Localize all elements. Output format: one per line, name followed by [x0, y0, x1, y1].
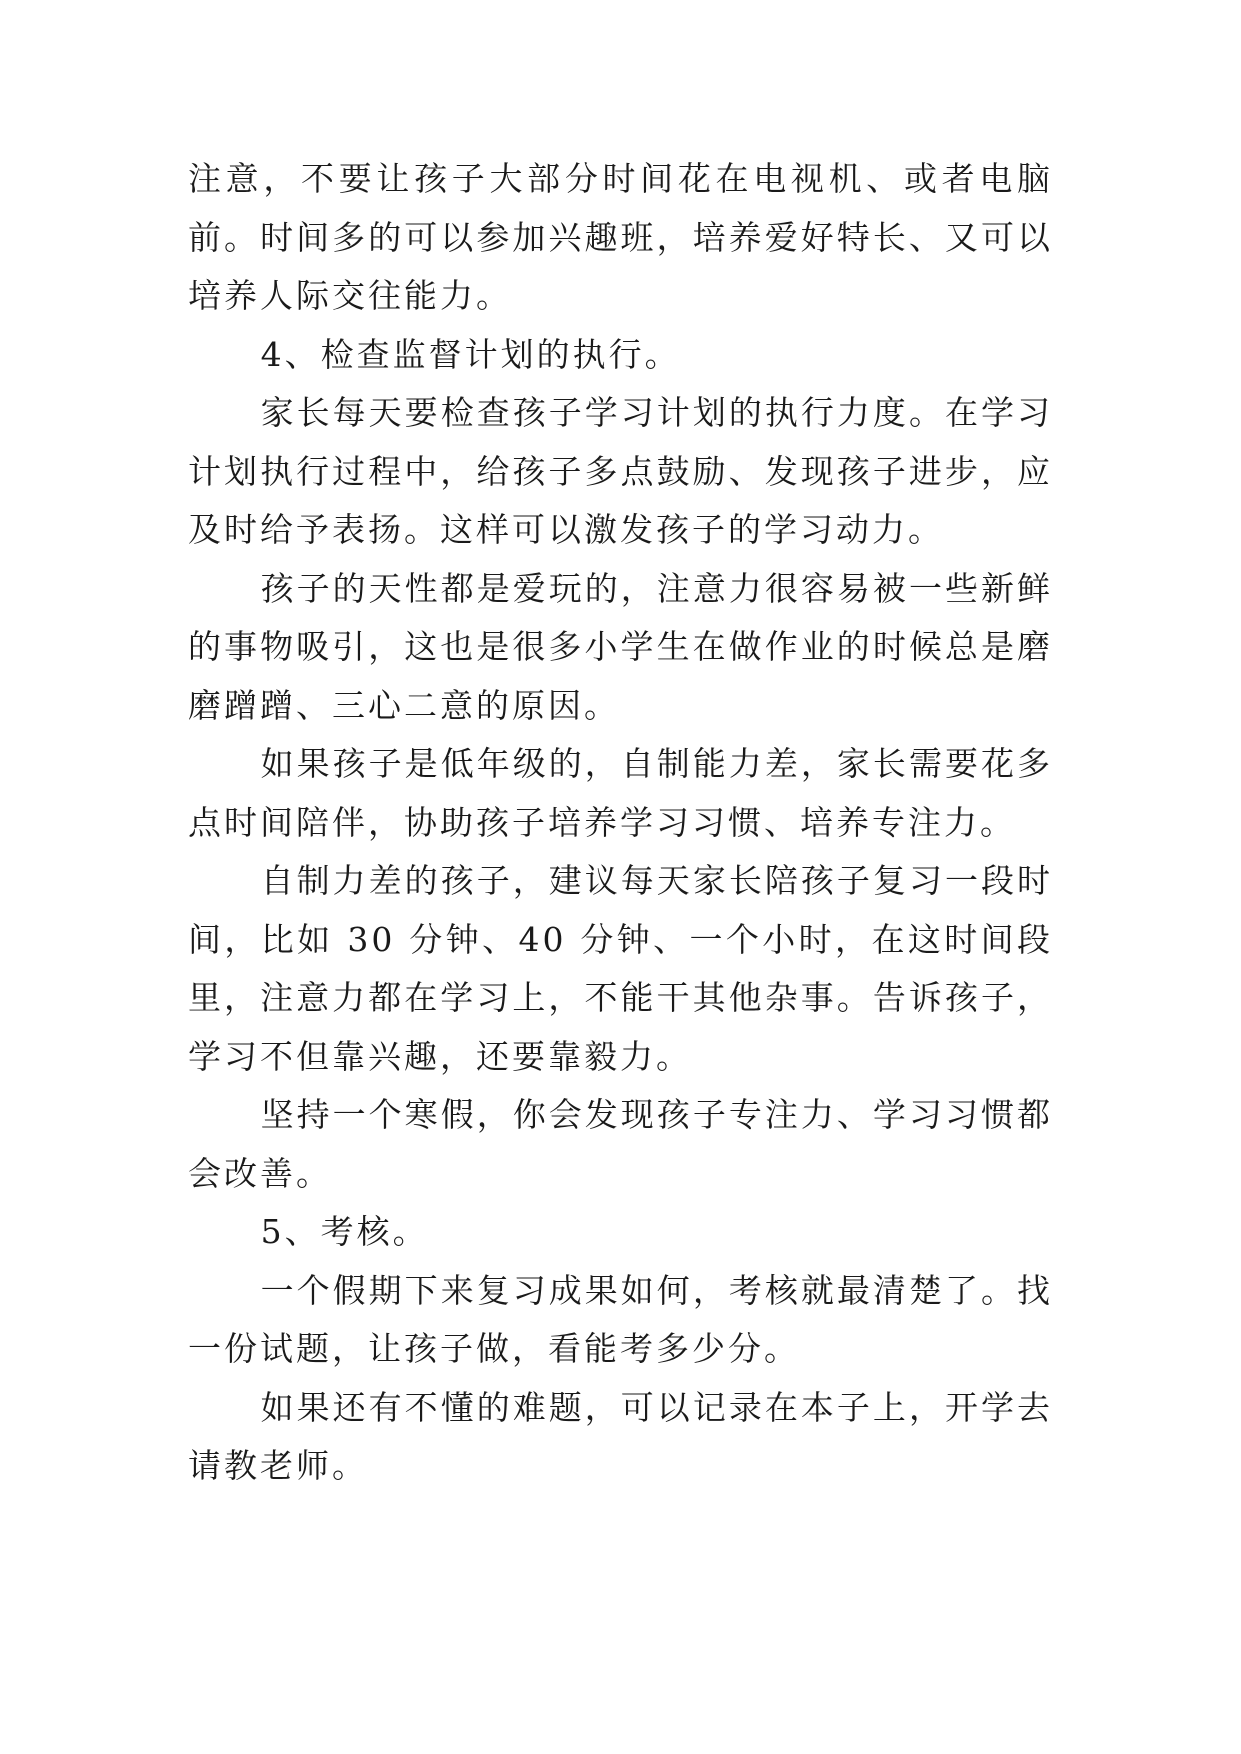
document-body — [188, 150, 1053, 1496]
section-5-heading: 5、考核。 — [260, 1212, 429, 1251]
paragraph: 坚持一个寒假，你会发现孩子专注力、学习习惯都会改善。 — [188, 1095, 1053, 1193]
paragraph: 自制力差的孩子，建议每天家长陪孩子复习一段时间，比如 30 分钟、40 分钟、一个小时，在这时间段里，注意力都在学习上，不能干其他杂事。告诉孩子，学习不但靠兴趣，还要靠毅力。 — [188, 861, 1053, 1076]
paragraph: 孩子的天性都是爱玩的，注意力很容易被一些新鲜的事物吸引，这也是很多小学生在做作业的时候总是磨磨蹭蹭、三心二意的原因。 — [188, 568, 1053, 725]
paragraph: 家长每天要检查孩子学习计划的执行力度。在学习计划执行过程中，给孩子多点鼓励、发现孩子进步，应及时给予表扬。这样可以激发孩子的学习动力。 — [188, 393, 1053, 549]
paragraph-continuation: 注意，不要让孩子大部分时间花在电视机、或者电脑前。时间多的可以参加兴趣班，培养爱好特长、又可以培养人际交往能力。 — [188, 159, 1053, 315]
section-4-heading: 4、检查监督计划的执行。 — [260, 334, 681, 374]
paragraph: 如果孩子是低年级的，自制能力差，家长需要花多点时间陪伴，协助孩子培养学习习惯、培养专注力。 — [188, 744, 1053, 842]
paragraph: 如果还有不懂的难题，可以记录在本子上，开学去请教老师。 — [188, 1387, 1053, 1485]
paragraph: 一个假期下来复习成果如何，考核就最清楚了。找一份试题，让孩子做，看能考多少分。 — [188, 1270, 1053, 1368]
